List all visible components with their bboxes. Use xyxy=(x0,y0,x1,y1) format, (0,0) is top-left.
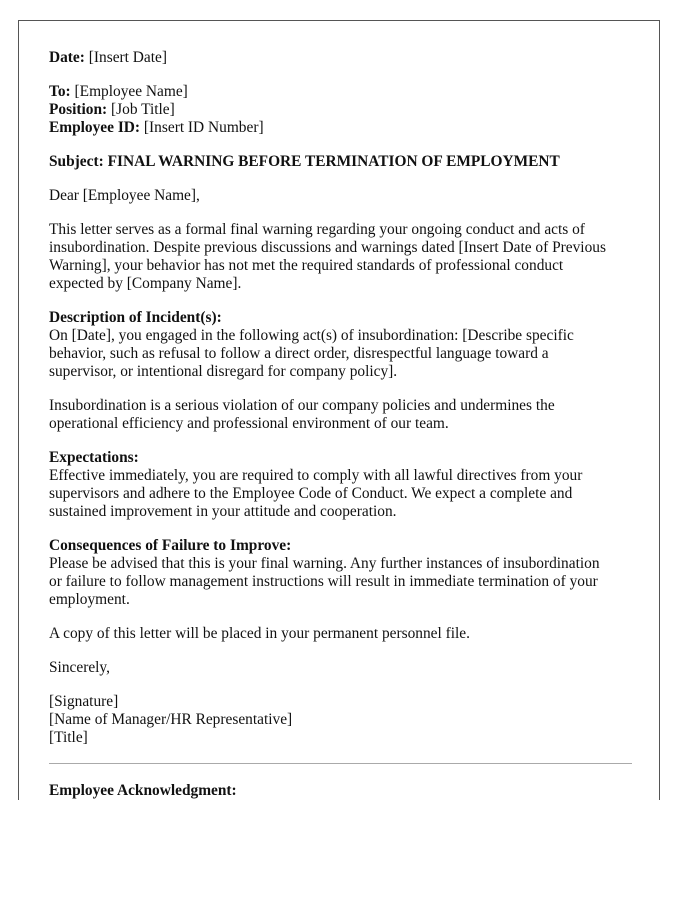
expectations-line: sustained improvement in your attitude and cooperation. xyxy=(49,503,397,520)
expectations-line: Effective immediately, you are required to comply with all lawful directives from your xyxy=(49,467,583,484)
violation-line: Insubordination is a serious violation of our company policies and undermines the xyxy=(49,397,555,414)
date-line xyxy=(49,49,629,67)
incident-heading: Description of Incident(s): xyxy=(49,309,222,326)
expectations-section xyxy=(49,449,629,521)
signer-title: [Title] xyxy=(49,729,88,746)
signer-name: [Name of Manager/HR Representative] xyxy=(49,711,293,728)
consequences-line: Please be advised that this is your final warning. Any further instances of insubordination xyxy=(49,555,600,572)
violation-paragraph xyxy=(49,397,629,433)
to-label: To: xyxy=(49,83,71,100)
intro-paragraph xyxy=(49,221,629,293)
subject-line xyxy=(49,153,629,171)
to-line xyxy=(49,83,629,101)
signature-block xyxy=(49,693,629,747)
position-line xyxy=(49,101,629,119)
divider xyxy=(49,763,632,764)
consequences-heading: Consequences of Failure to Improve: xyxy=(49,537,292,554)
closing: Sincerely, xyxy=(49,659,110,676)
incident-section xyxy=(49,309,629,381)
signature-placeholder: [Signature] xyxy=(49,693,119,710)
intro-line: This letter serves as a formal final warning regarding your ongoing conduct and acts of xyxy=(49,221,585,238)
date-label: Date: xyxy=(49,49,85,66)
employee-id-label: Employee ID: xyxy=(49,119,141,136)
consequences-section xyxy=(49,537,629,609)
intro-line: Warning], your behavior has not met the required standards of professional conduct xyxy=(49,257,564,274)
employee-id-value: [Insert ID Number] xyxy=(143,119,264,136)
consequences-line: or failure to follow management instructions will result in immediate termination of your xyxy=(49,573,598,590)
incident-line: behavior, such as refusal to follow a direct order, disrespectful language toward a xyxy=(49,345,549,362)
copy-note: A copy of this letter will be placed in your permanent personnel file. xyxy=(49,625,470,642)
intro-line: expected by [Company Name]. xyxy=(49,275,242,292)
expectations-line: supervisors and adhere to the Employee Code of Conduct. We expect a complete and xyxy=(49,485,573,502)
letter-page xyxy=(18,20,660,800)
date-value: [Insert Date] xyxy=(88,49,167,66)
intro-line: insubordination. Despite previous discussions and warnings dated [Insert Date of Previous xyxy=(49,239,606,256)
salutation: Dear [Employee Name], xyxy=(49,187,200,204)
consequences-line: employment. xyxy=(49,591,130,608)
subject-value: FINAL WARNING BEFORE TERMINATION OF EMPLOYMENT xyxy=(107,153,560,170)
violation-line: operational efficiency and professional environment of our team. xyxy=(49,415,449,432)
subject-label: Subject: xyxy=(49,153,104,170)
acknowledgment-heading: Employee Acknowledgment: xyxy=(49,782,237,799)
incident-line: supervisor, or intentional disregard for company policy]. xyxy=(49,363,398,380)
position-label: Position: xyxy=(49,101,108,118)
incident-line: On [Date], you engaged in the following act(s) of insubordination: [Describe specific xyxy=(49,327,574,344)
position-value: [Job Title] xyxy=(111,101,175,118)
to-value: [Employee Name] xyxy=(74,83,188,100)
expectations-heading: Expectations: xyxy=(49,449,139,466)
employee-id-line xyxy=(49,119,629,137)
